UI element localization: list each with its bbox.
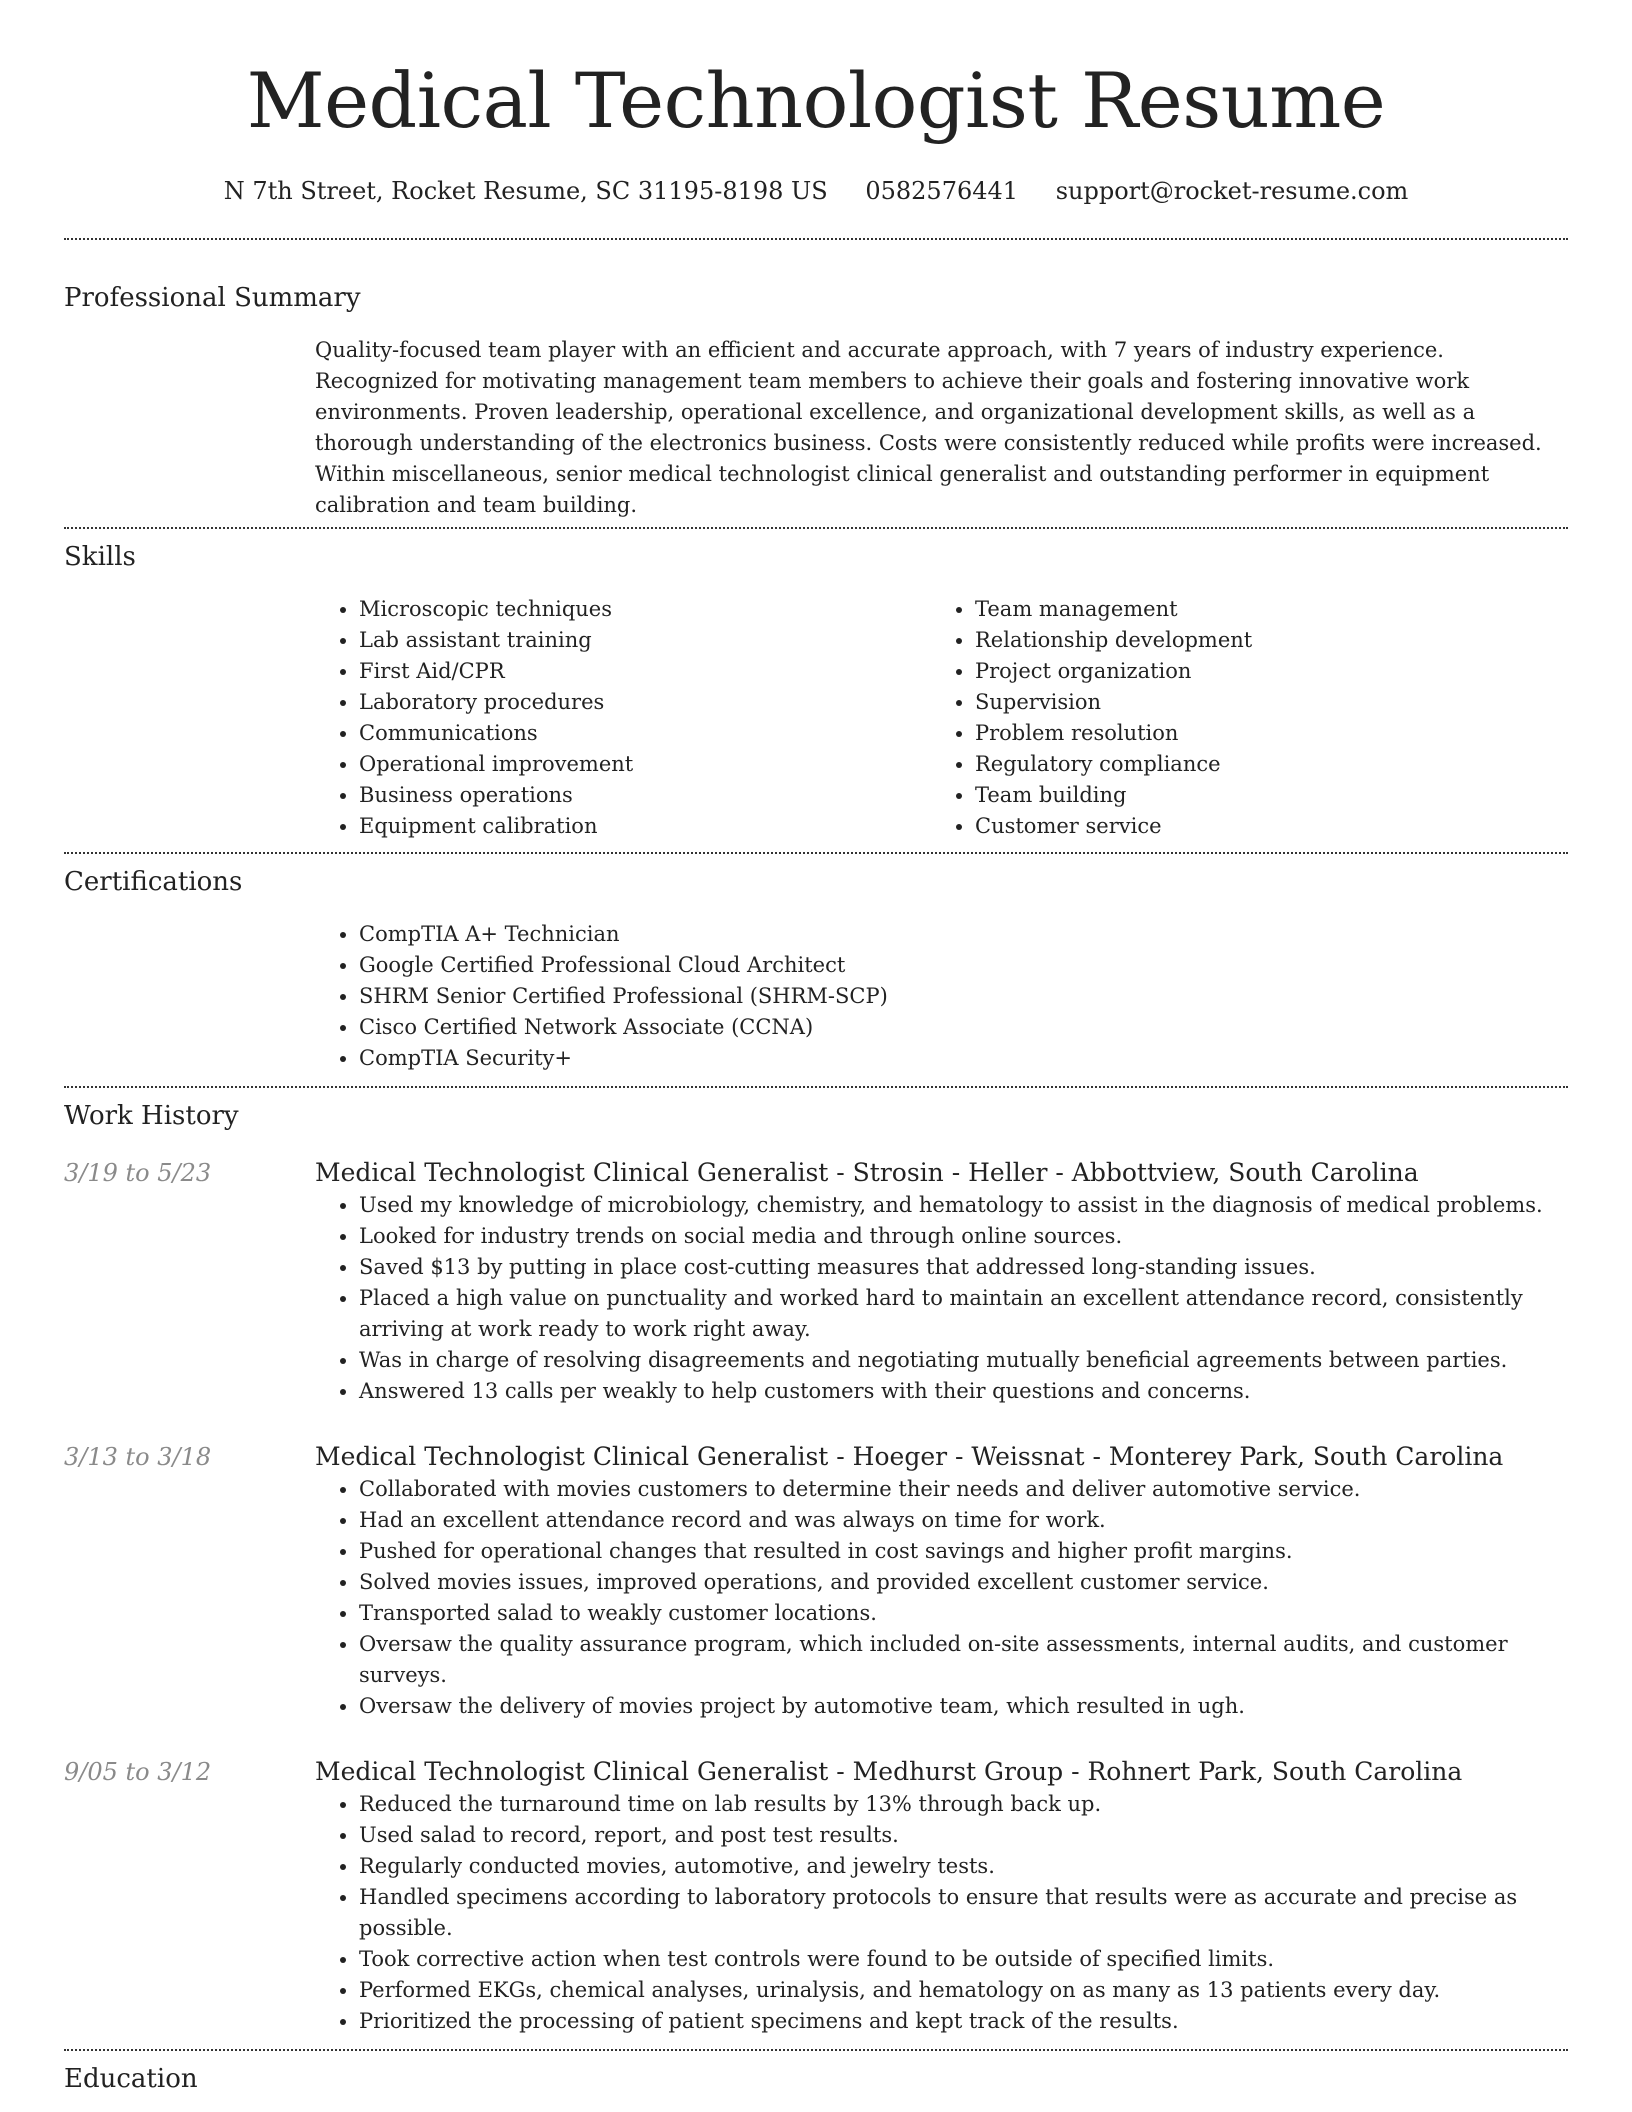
- job-bullet: • Regularly conducted movies, automotive, and jewelry tests.: [359, 1851, 1568, 1882]
- page-title: Medical Technologist Resume: [246, 56, 1386, 145]
- contact-address: N 7th Street, Rocket Resume, SC 31195-8198 US: [223, 177, 828, 205]
- job-bullet: • Placed a high value on punctuality and worked hard to maintain an excellent attendance record, consistently arriving at work ready to work right away.: [359, 1283, 1568, 1345]
- job-details: [315, 1755, 1568, 2037]
- job-bullet: • Took corrective action when test controls were found to be outside of specified limits.: [359, 1944, 1568, 1975]
- job-bullet: • Used salad to record, report, and post test results.: [359, 1820, 1568, 1851]
- job-details: [315, 1440, 1568, 1722]
- contact-line: [64, 174, 1568, 208]
- job-bullet: • Oversaw the delivery of movies project by automotive team, which resulted in ugh.: [359, 1691, 1568, 1722]
- education-heading: Education: [64, 2064, 198, 2094]
- skill-item: • First Aid/CPR: [359, 656, 931, 687]
- certification-item: • CompTIA A+ Technician: [359, 919, 1568, 950]
- job-bullet: • Pushed for operational changes that resulted in cost savings and higher profit margins.: [359, 1536, 1568, 1567]
- job-bullet: • Transported salad to weakly customer locations.: [359, 1598, 1568, 1629]
- certification-item: • SHRM Senior Certified Professional (SHRM-SCP): [359, 981, 1568, 1012]
- certifications-list: [315, 919, 1568, 1074]
- skill-item: • Regulatory compliance: [975, 749, 1547, 780]
- section-divider: [64, 527, 1568, 529]
- job-bullet: • Solved movies issues, improved operations, and provided excellent customer service.: [359, 1567, 1568, 1598]
- job-title: Medical Technologist Clinical Generalist - Medhurst Group - Rohnert Park, South Carolina: [315, 1757, 1463, 1786]
- job-bullet: • Answered 13 calls per weakly to help customers with their questions and concerns.: [359, 1376, 1568, 1407]
- summary-text: Quality-focused team player with an efficient and accurate approach, with 7 years of industry experience. Recognized for motivating management team members to achieve their goals and fostering innovative work environments. Proven leadership, operational excellence, and organizational development skills, as well as a thorough understanding of the electronics business. Costs were consistently reduced while profits were increased. Within miscellaneous, senior medical technologist clinical generalist and outstanding performer in equipment calibration and team building.: [315, 338, 1542, 517]
- section-divider: [64, 238, 1568, 240]
- contact-email: support@rocket-resume.com: [1055, 177, 1409, 205]
- skill-item: • Problem resolution: [975, 718, 1547, 749]
- job-entry: [64, 1755, 1568, 2037]
- skill-item: • Project organization: [975, 656, 1547, 687]
- job-bullet: • Had an excellent attendance record and was always on time for work.: [359, 1505, 1568, 1536]
- section-divider: [64, 852, 1568, 854]
- contact-phone: 0582576441: [865, 177, 1019, 205]
- job-entry: [64, 1440, 1568, 1722]
- skill-item: • Team management: [975, 594, 1547, 625]
- skill-item: • Business operations: [359, 780, 931, 811]
- job-title: Medical Technologist Clinical Generalist - Strosin - Heller - Abbottview, South Carolina: [315, 1158, 1419, 1187]
- job-date: 9/05 to 3/12: [64, 1758, 212, 1786]
- skills-list: [315, 594, 1568, 842]
- skills-column-right: [931, 594, 1547, 842]
- job-bullet: • Was in charge of resolving disagreements and negotiating mutually beneficial agreements between parties.: [359, 1345, 1568, 1376]
- job-title: Medical Technologist Clinical Generalist - Hoeger - Weissnat - Monterey Park, South Carolina: [315, 1442, 1504, 1471]
- certification-item: • Cisco Certified Network Associate (CCNA): [359, 1012, 1568, 1043]
- skill-item: • Communications: [359, 718, 931, 749]
- job-bullets: [315, 1190, 1568, 1407]
- job-bullet: • Looked for industry trends on social media and through online sources.: [359, 1221, 1568, 1252]
- skill-item: • Customer service: [975, 811, 1547, 842]
- skill-item: • Equipment calibration: [359, 811, 931, 842]
- job-date: 3/19 to 5/23: [64, 1159, 212, 1187]
- job-bullet: • Oversaw the quality assurance program, which included on-site assessments, internal audits, and customer surveys.: [359, 1629, 1568, 1691]
- section-divider: [64, 2049, 1568, 2051]
- job-bullet: • Performed EKGs, chemical analyses, urinalysis, and hematology on as many as 13 patients every day.: [359, 1975, 1568, 2006]
- skill-item: • Microscopic techniques: [359, 594, 931, 625]
- job-bullet: • Saved $13 by putting in place cost-cutting measures that addressed long-standing issues.: [359, 1252, 1568, 1283]
- job-date: 3/13 to 3/18: [64, 1443, 212, 1471]
- work-history-heading: Work History: [64, 1101, 239, 1131]
- skill-item: • Team building: [975, 780, 1547, 811]
- certification-item: • CompTIA Security+: [359, 1043, 1568, 1074]
- section-divider: [64, 1086, 1568, 1088]
- certifications-heading: Certifications: [64, 867, 243, 897]
- job-bullet: • Reduced the turnaround time on lab results by 13% through back up.: [359, 1789, 1568, 1820]
- job-details: [315, 1156, 1568, 1407]
- job-bullet: • Prioritized the processing of patient specimens and kept track of the results.: [359, 2006, 1568, 2037]
- job-bullet: • Handled specimens according to laboratory protocols to ensure that results were as accurate and precise as possible.: [359, 1882, 1568, 1944]
- summary-heading: Professional Summary: [64, 283, 361, 313]
- job-bullet: • Collaborated with movies customers to determine their needs and deliver automotive service.: [359, 1474, 1568, 1505]
- job-bullet: • Used my knowledge of microbiology, chemistry, and hematology to assist in the diagnosis of medical problems.: [359, 1190, 1568, 1221]
- skill-item: • Laboratory procedures: [359, 687, 931, 718]
- skills-column-left: [315, 594, 931, 842]
- skills-heading: Skills: [64, 542, 136, 572]
- job-bullets: [315, 1474, 1568, 1722]
- resume-page: [64, 0, 1568, 2097]
- skill-item: • Lab assistant training: [359, 625, 931, 656]
- skill-item: • Relationship development: [975, 625, 1547, 656]
- certification-item: • Google Certified Professional Cloud Architect: [359, 950, 1568, 981]
- skill-item: • Supervision: [975, 687, 1547, 718]
- job-entry: [64, 1156, 1568, 1407]
- job-bullets: [315, 1789, 1568, 2037]
- skill-item: • Operational improvement: [359, 749, 931, 780]
